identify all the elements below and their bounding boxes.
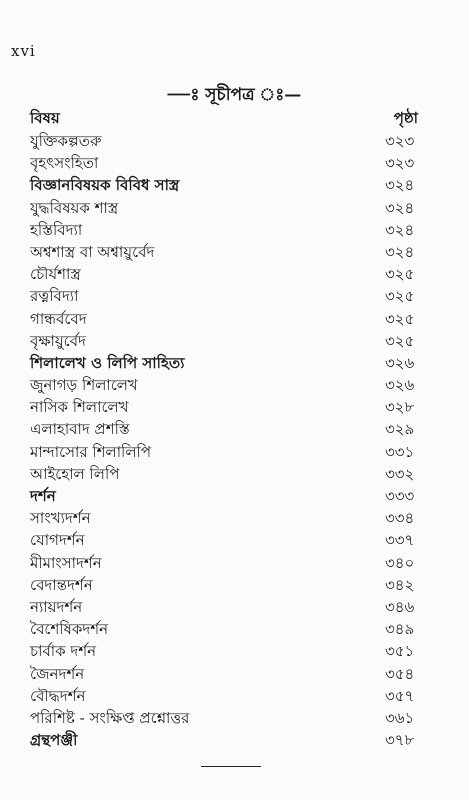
table-of-contents (30, 130, 442, 751)
toc-entry-page: ৩৪২ (385, 575, 415, 594)
toc-entry (30, 418, 442, 440)
toc-entry-title: শিলালেখ ও লিপি সাহিত্য (30, 353, 185, 372)
toc-entry-title: মীমাংসাদর্শন (30, 553, 102, 572)
toc-entry-page: ৩৫৪ (385, 664, 415, 683)
toc-entry (30, 308, 442, 330)
toc-entry (30, 485, 442, 507)
toc-entry (30, 618, 442, 640)
toc-entry (30, 663, 442, 685)
toc-entry-page: ৩২৫ (385, 265, 415, 284)
toc-entry (30, 529, 442, 551)
toc-entry-page: ৩৩৭ (385, 531, 415, 550)
toc-entry (30, 152, 442, 174)
toc-entry-page: ৩২৩ (385, 132, 415, 150)
toc-entry (30, 707, 442, 729)
toc-entry-title: ন্যায়দর্শন (30, 597, 83, 616)
toc-entry-page: ৩৩২ (385, 464, 415, 483)
toc-entry (30, 552, 442, 574)
toc-entry-page: ৩৩৩ (385, 487, 415, 505)
toc-entry-title: যুদ্ধবিষয়ক শাস্ত্র (30, 198, 119, 217)
page-column-header: পৃষ্ঠা (393, 109, 418, 127)
toc-entry-title: যুক্তিকল্পতরু (30, 132, 102, 150)
toc-entry-title: সাংখ্যদর্শন (30, 509, 91, 528)
toc-entry-title: বেদান্তদর্শন (30, 575, 93, 594)
toc-entry-title: মান্দাসোর শিলালিপি (30, 442, 152, 461)
toc-entry-title: চৌর্যশাস্ত্র (30, 265, 81, 284)
toc-entry-title: আইহোল লিপি (30, 464, 120, 483)
toc-entry-title: চার্বাক দর্শন (30, 642, 97, 661)
toc-entry (30, 130, 442, 152)
page-title: —ঃ সূচীপত্র ঃ— (167, 85, 302, 105)
toc-entry (30, 174, 442, 196)
toc-entry-title: বিজ্ঞানবিষয়ক বিবিধ সাস্ত্র (30, 176, 180, 195)
toc-entry-title: গ্রন্থপঞ্জী (30, 731, 78, 750)
toc-entry-page: ৩২৪ (385, 176, 415, 195)
toc-entry (30, 441, 442, 463)
toc-header (30, 107, 418, 129)
toc-entry-title: রত্নবিদ্যা (30, 287, 79, 306)
toc-entry (30, 352, 442, 374)
toc-entry-page: ৩৬১ (385, 708, 415, 727)
toc-entry (30, 574, 442, 596)
toc-entry (30, 685, 442, 707)
toc-entry (30, 330, 442, 352)
toc-entry-page: ৩২৪ (385, 220, 415, 239)
toc-entry-page: ৩৪৯ (385, 620, 415, 639)
toc-entry-page: ৩২৩ (385, 154, 415, 173)
toc-entry (30, 285, 442, 307)
toc-entry-title: হস্তিবিদ্যা (30, 220, 83, 239)
page-number: xvi (11, 42, 36, 60)
toc-entry (30, 729, 442, 751)
toc-entry-page: ৩৫৭ (385, 686, 415, 705)
toc-entry (30, 463, 442, 485)
toc-entry-page: ৩২৫ (385, 287, 415, 306)
toc-entry-title: বৃক্ষায়ুর্বেদ (30, 331, 86, 350)
toc-entry (30, 263, 442, 285)
subject-column-header: বিষয় (30, 109, 60, 127)
toc-entry-title: জৈনদর্শন (30, 664, 85, 683)
toc-entry-page: ৩২৪ (385, 242, 415, 261)
toc-entry (30, 640, 442, 662)
toc-entry (30, 219, 442, 241)
footer-divider (201, 766, 261, 767)
toc-entry-title: বৈশেষিকদর্শন (30, 620, 109, 639)
toc-entry-page: ৩২৯ (385, 420, 415, 439)
toc-entry-title: এলাহাবাদ প্রশস্তি (30, 420, 130, 439)
toc-entry-page: ৩২৮ (385, 398, 415, 417)
toc-entry-page: ৩৪০ (385, 553, 415, 572)
toc-entry (30, 374, 442, 396)
toc-entry-title: যোগদর্শন (30, 531, 85, 550)
toc-entry-page: ৩৩১ (385, 442, 415, 461)
toc-entry-page: ৩৩৪ (385, 509, 415, 528)
toc-entry-title: জুনাগড় শিলালেখ (30, 376, 138, 395)
toc-entry-title: পরিশিষ্ট - সংক্ষিপ্ত প্রশ্নোত্তর (30, 708, 190, 727)
toc-entry-title: অশ্বশাস্ত্র বা অশ্বায়ুর্বেদ (30, 242, 155, 261)
toc-entry-page: ৩২৪ (385, 198, 415, 217)
toc-entry-page: ৩২৬ (385, 353, 415, 372)
toc-entry-title: গান্ধর্ববেদ (30, 309, 87, 328)
toc-entry-title: বৌদ্ধদর্শন (30, 686, 86, 705)
toc-entry-title: বৃহৎসংহিতা (30, 154, 99, 173)
toc-entry-title: দর্শন (30, 487, 56, 505)
toc-entry (30, 396, 442, 418)
toc-entry-page: ৩২৫ (385, 309, 415, 328)
toc-entry-title: নাসিক শিলালেখ (30, 398, 129, 417)
toc-entry (30, 596, 442, 618)
toc-entry (30, 241, 442, 263)
toc-entry (30, 507, 442, 529)
toc-entry-page: ৩৫১ (385, 642, 415, 661)
toc-entry-page: ৩২৫ (385, 331, 415, 350)
toc-entry-page: ৩৪৬ (385, 597, 415, 616)
toc-entry (30, 197, 442, 219)
toc-entry-page: ৩২৬ (385, 376, 415, 395)
toc-entry-page: ৩৭৮ (385, 731, 415, 750)
